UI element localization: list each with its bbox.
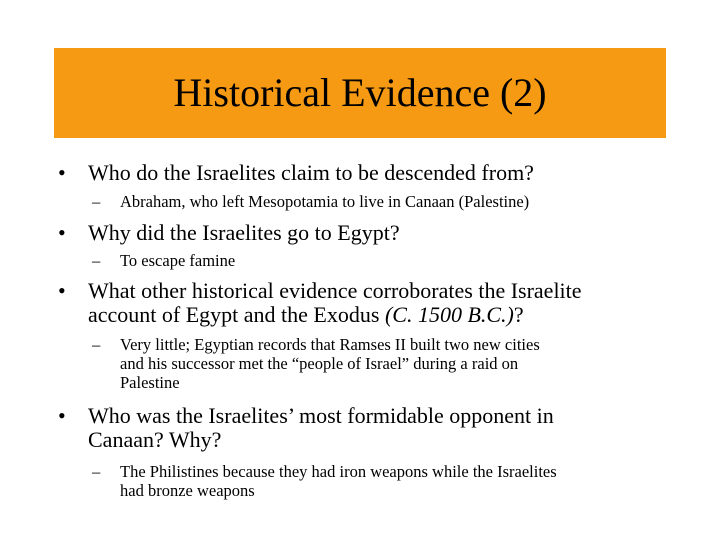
bullet-marker: • — [58, 278, 66, 303]
bullet-marker: • — [58, 403, 66, 428]
sub-bullet-3-line-3: Palestine — [120, 373, 180, 392]
bullet-2-text: Why did the Israelites go to Egypt? — [88, 220, 400, 245]
sub-bullet-3-line-1: Very little; Egyptian records that Ramses II built two new cities — [120, 335, 540, 354]
sub-bullet-1-text: Abraham, who left Mesopotamia to live in Canaan (Palestine) — [120, 192, 530, 211]
sub-marker: – — [92, 462, 101, 481]
sub-bullet-2-text: To escape famine — [120, 251, 236, 270]
sub-marker: – — [92, 192, 101, 211]
sub-bullet-1 — [92, 192, 530, 211]
bullet-marker: • — [58, 220, 66, 245]
bullet-marker: • — [58, 160, 66, 185]
bullet-1-text: Who do the Israelites claim to be descended from? — [88, 160, 534, 185]
bullet-4-line-1: Who was the Israelites’ most formidable opponent in — [88, 403, 554, 428]
bullet-3 — [58, 278, 582, 327]
bullet-2 — [58, 220, 400, 245]
sub-marker: – — [92, 251, 101, 270]
bullet-4-line-2: Canaan? Why? — [88, 427, 222, 452]
bullet-1 — [58, 160, 534, 185]
sub-bullet-3 — [92, 335, 540, 392]
sub-bullet-4-line-2: had bronze weapons — [120, 481, 255, 500]
sub-bullet-3-line-2: and his successor met the “people of Israel” during a raid on — [120, 354, 519, 373]
sub-marker: – — [92, 335, 101, 354]
sub-bullet-4 — [92, 462, 557, 500]
slide-title: Historical Evidence (2) — [173, 70, 547, 115]
sub-bullet-4-line-1: The Philistines because they had iron weapons while the Israelites — [120, 462, 557, 481]
sub-bullet-2 — [92, 251, 236, 270]
date-range: (C. 1500 B.C.) — [384, 302, 514, 327]
bullet-4 — [58, 403, 554, 452]
bullet-3-line-2: account of Egypt and the Exodus (C. 1500 B.C.)? — [88, 302, 524, 327]
bullet-3-line-1: What other historical evidence corroborates the Israelite — [88, 278, 582, 303]
